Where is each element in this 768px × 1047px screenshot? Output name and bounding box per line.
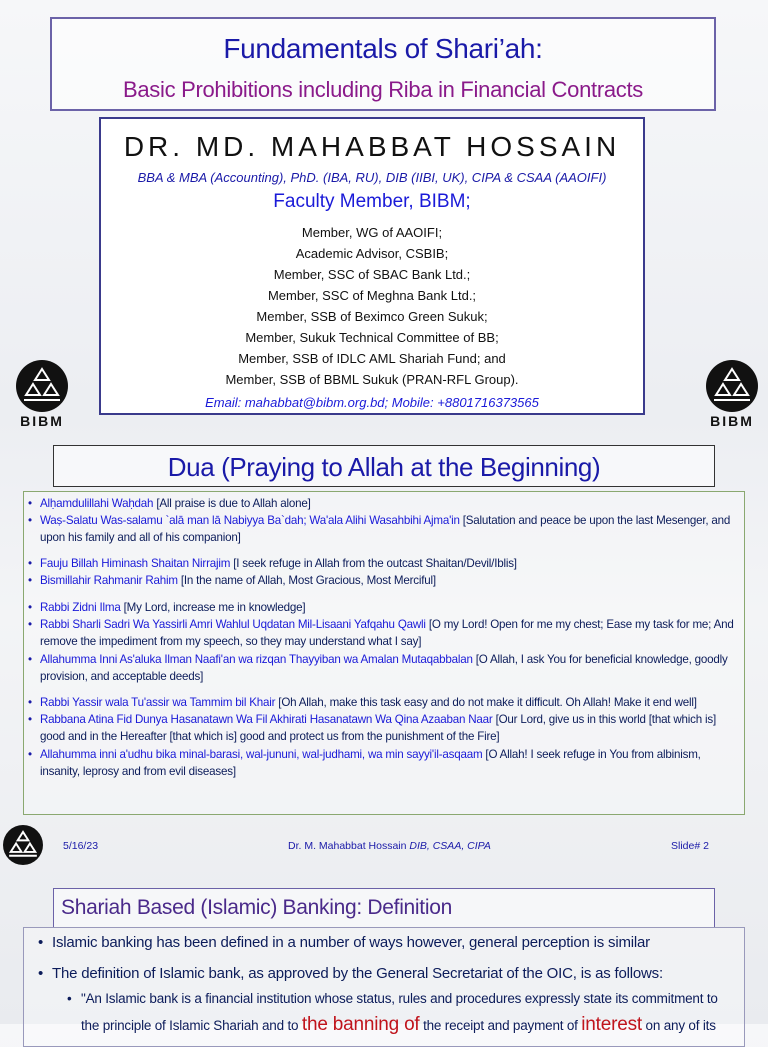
dua-translation: [O Allah! I seek refuge in You from albinism, insanity, leprosy and from evil diseases]	[40, 748, 701, 778]
dua-arabic: Rabbi Sharli Sadri Wa Yassirli Amri Wahlul Uqdatan Mil-Lisaani Yafqahu Qawli	[40, 618, 426, 631]
bullet: •	[28, 748, 32, 761]
list-item	[28, 695, 740, 712]
membership-item: Member, WG of AAOIFI;	[301, 225, 443, 240]
membership-item: Member, SSB of BBML Sukuk (PRAN-RFL Group).	[225, 372, 519, 387]
dua-arabic: Allahumma inni a'udhu bika minal-barasi, wal-jununi, wal-judhami, wa min sayyi'il-asqaam	[40, 748, 483, 761]
dua-translation: [My Lord, increase me in knowledge]	[120, 601, 306, 614]
author-position: Faculty Member, BIBM;	[273, 191, 471, 212]
bibm-logo-text: BIBM	[710, 413, 754, 429]
author-card	[99, 117, 645, 415]
dua-arabic: Alḥamdulillahi Waḥdah	[40, 497, 154, 510]
bullet: •	[28, 514, 32, 527]
bullet-text: The definition of Islamic bank, as approved by the General Secretariat of the OIC, is as follows:	[52, 965, 663, 982]
bullet: •	[28, 713, 32, 726]
membership-item: Member, SSC of Meghna Bank Ltd.;	[267, 288, 477, 303]
dua-translation: [Our Lord, give us in this world [that which is] good and in the Hereafter [that which is] good and protect us from the punishment of the Fire]	[40, 713, 717, 743]
quote-line: "An Islamic bank is a financial institution whose status, rules and procedures expressly state its commitment to	[81, 991, 718, 1006]
bibm-logo-right	[702, 360, 762, 430]
author-contact: Email: mahabbat@bibm.org.bd; Mobile: +8801716373565	[205, 395, 539, 410]
bullet: •	[67, 991, 72, 1006]
dua-list	[23, 491, 745, 815]
presenter-credentials: DIB, CSAA, CIPA	[406, 840, 491, 852]
quote-line: the principle of Islamic Shariah and to	[81, 1018, 302, 1033]
membership-item: Member, SSB of IDLC AML Shariah Fund; and	[238, 351, 506, 366]
highlight-text: interest	[581, 1014, 642, 1035]
dua-arabic: Rabbi Zidni Ilma	[40, 601, 121, 614]
list-item	[28, 556, 740, 573]
dua-translation: [Oh Allah, make this task easy and do not make it difficult. Oh Allah! Make it end well]	[275, 696, 697, 709]
bibm-emblem-icon	[3, 825, 43, 865]
list-item	[38, 934, 650, 951]
slide1-title-box	[50, 17, 716, 111]
dua-arabic: Fauju Billah Himinash Shaitan Nirrajim	[40, 557, 231, 570]
list-item	[28, 712, 740, 745]
definition-content	[23, 927, 745, 1047]
dua-arabic: Bismillahir Rahmanir Rahim	[40, 574, 178, 587]
membership-item: Member, SSB of Beximco Green Sukuk;	[256, 309, 488, 324]
bullet: •	[28, 653, 32, 666]
quote-item	[67, 991, 718, 1006]
slide3-title-box	[53, 888, 715, 928]
slide2-title-box	[53, 445, 715, 487]
list-item	[28, 573, 740, 590]
list-item	[38, 965, 663, 982]
quote-item	[81, 1014, 716, 1036]
list-item	[28, 617, 740, 650]
dua-translation: [O my Lord! Open for me my chest; Ease my task for me; And remove the impediment from my speech, so they may understand what I say]	[40, 618, 734, 648]
bullet-text: Islamic banking has been defined in a number of ways however, general perception is similar	[52, 934, 650, 951]
slide-title: Fundamentals of Shari’ah:	[223, 33, 543, 64]
dua-translation: [All praise is due to Allah alone]	[153, 497, 311, 510]
slide-title: Dua (Praying to Allah at the Beginning)	[167, 452, 601, 482]
list-item	[28, 747, 740, 780]
dua-arabic: Allahumma Inni As'aluka Ilman Naafi'an wa rizqan Thayyiban wa Amalan Mutaqabbalan	[40, 653, 473, 666]
slide-number: Slide# 2	[671, 840, 709, 852]
membership-item: Member, Sukuk Technical Committee of BB;	[245, 330, 499, 345]
bullet: •	[28, 574, 32, 587]
bullet: •	[28, 497, 32, 510]
bibm-emblem-icon	[16, 360, 68, 412]
list-item	[28, 496, 740, 513]
highlight-text: the banning of	[301, 1014, 420, 1035]
dua-translation: [O Allah, I ask You for beneficial knowledge, goodly provision, and acceptable deeds]	[40, 653, 728, 683]
bullet: •	[28, 601, 32, 614]
slide-title: Shariah Based (Islamic) Banking: Definition	[61, 896, 452, 919]
dua-arabic: Waṣ-Salatu Was-salamu `alā man lā Nabiyya Ba`dah; Wa'ala Alihi Wasahbihi Ajma'in	[40, 514, 460, 527]
dua-arabic: Rabbana Atina Fid Dunya Hasanatawn Wa Fil Akhirati Hasanatawn Wa Qina Azaaban Naar	[40, 713, 493, 726]
membership-item: Academic Advisor, CSBIB;	[295, 246, 449, 261]
presenter-name: Dr. M. Mahabbat Hossain	[288, 840, 407, 852]
bullet: •	[38, 934, 44, 951]
bullet: •	[28, 557, 32, 570]
dua-arabic: Rabbi Yassir wala Tu'assir wa Tammim bil Khair	[40, 696, 276, 709]
list-item	[28, 600, 740, 617]
slide-subtitle: Basic Prohibitions including Riba in Financial Contracts	[122, 77, 644, 102]
quote-line: on any of its	[642, 1018, 716, 1033]
author-name: DR. MD. MAHABBAT HOSSAIN	[123, 131, 621, 162]
quote-line: the receipt and payment of	[419, 1018, 582, 1033]
footer-presenter	[288, 840, 491, 852]
author-qualifications: BBA & MBA (Accounting), PhD. (IBA, RU), DIB (IIBI, UK), CIPA & CSAA (AAOIFI)	[137, 170, 607, 185]
membership-item: Member, SSC of SBAC Bank Ltd.;	[273, 267, 471, 282]
dua-translation: [Salutation and peace be upon the last Mesenger, and upon his family and all of his companion]	[40, 514, 731, 544]
list-item	[28, 652, 740, 685]
bullet: •	[28, 696, 32, 709]
dua-translation: [I seek refuge in Allah from the outcast Shaitan/Devil/Iblis]	[230, 557, 517, 570]
footer-date: 5/16/23	[63, 840, 99, 852]
bibm-logo-text: BIBM	[20, 413, 64, 429]
dua-translation: [In the name of Allah, Most Gracious, Most Merciful]	[177, 574, 436, 587]
bibm-logo-left	[12, 360, 72, 430]
bullet: •	[28, 618, 32, 631]
bullet: •	[38, 965, 44, 982]
list-item	[28, 513, 740, 546]
bibm-emblem-icon	[706, 360, 758, 412]
